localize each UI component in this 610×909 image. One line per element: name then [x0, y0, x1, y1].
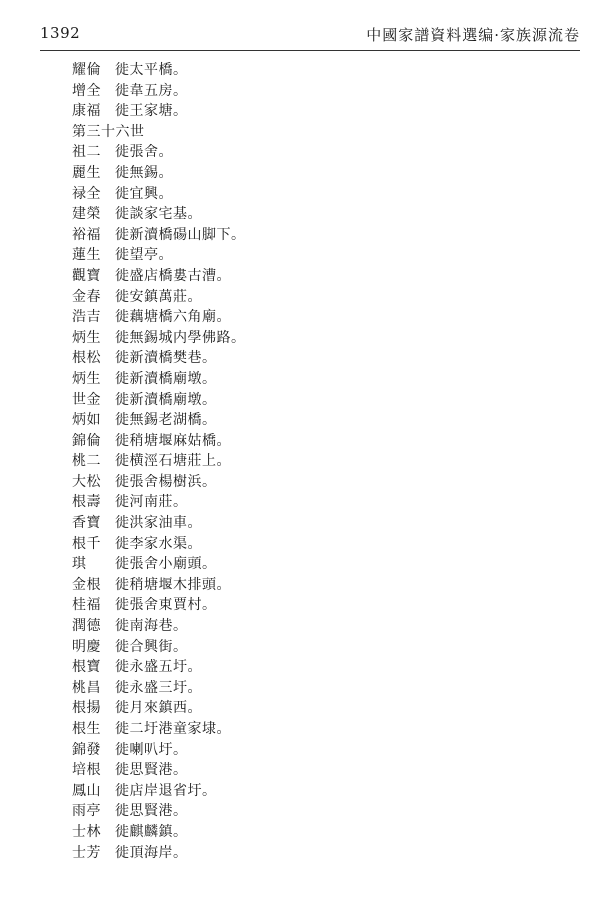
list-item: [72, 307, 552, 328]
person-name: 根壽: [72, 494, 101, 511]
person-name: 大松: [72, 473, 101, 490]
migration-destination: 徙新瀆橋樊巷。: [115, 350, 217, 367]
migration-destination: 徙永盛五圩。: [115, 659, 202, 676]
list-item: [72, 390, 552, 411]
list-item: [72, 513, 552, 534]
migration-destination: 徙稍塘堰木排頭。: [115, 576, 231, 593]
migration-destination: 徙横涇石塘莊上。: [115, 453, 231, 470]
generation-heading: 第三十六世: [72, 123, 145, 140]
person-name: 炳生: [72, 370, 101, 387]
person-name: 根松: [72, 350, 101, 367]
migration-destination: 徙韋五房。: [115, 82, 188, 99]
person-name: 桃二: [72, 453, 101, 470]
migration-destination: 徙新瀆橋廟墩。: [115, 391, 217, 408]
migration-destination: 徙新瀆橋碭山脚下。: [115, 226, 246, 243]
list-item: [72, 431, 552, 452]
person-name: 炳生: [72, 329, 101, 346]
person-name: 祖二: [72, 144, 101, 161]
list-item: [72, 657, 552, 678]
migration-destination: 徙合興街。: [115, 638, 188, 655]
list-item: [72, 534, 552, 555]
migration-destination: 徙頂海岸。: [115, 844, 188, 861]
person-name: 浩吉: [72, 309, 101, 326]
migration-destination: 徙盛店橋婁古漕。: [115, 267, 231, 284]
person-name: 香寶: [72, 515, 101, 532]
list-item: [72, 554, 552, 575]
migration-destination: 徙思賢港。: [115, 803, 188, 820]
person-name: 桃昌: [72, 679, 101, 696]
list-item: [72, 678, 552, 699]
migration-destination: 徙太平橋。: [115, 62, 188, 78]
list-item: [72, 472, 552, 493]
person-name: 金根: [72, 576, 101, 593]
list-item: [72, 575, 552, 596]
migration-destination: 徙無錫城内學佛路。: [115, 329, 246, 346]
migration-destination: 徙月來鎮西。: [115, 700, 202, 717]
page-header: [40, 22, 580, 51]
person-name: 士林: [72, 823, 101, 840]
person-name: 禄全: [72, 185, 101, 202]
person-name: 桂福: [72, 597, 101, 614]
person-name: 潤德: [72, 618, 101, 635]
list-item: [72, 328, 552, 349]
list-item: [72, 245, 552, 266]
migration-destination: 徙南海巷。: [115, 618, 188, 635]
list-item: [72, 451, 552, 472]
migration-destination: 徙河南莊。: [115, 494, 188, 511]
page-number: 1392: [40, 24, 81, 42]
migration-destination: 徙喇叭圩。: [115, 741, 188, 758]
person-name: 耀倫: [72, 62, 101, 78]
list-item: [72, 740, 552, 761]
person-name: 琪: [72, 556, 87, 573]
person-name: 炳如: [72, 412, 101, 429]
list-item: [72, 698, 552, 719]
person-name: 錦發: [72, 741, 101, 758]
person-name: 麗生: [72, 164, 101, 181]
person-name: 明慶: [72, 638, 101, 655]
migration-destination: 徙宜興。: [115, 185, 173, 202]
migration-destination: 徙張舍。: [115, 144, 173, 161]
list-item: [72, 492, 552, 513]
migration-destination: 徙麒麟鎮。: [115, 823, 188, 840]
list-item: [72, 822, 552, 843]
migration-destination: 徙安鎮萬莊。: [115, 288, 202, 305]
migration-destination: 徙張舍東賈村。: [115, 597, 217, 614]
list-item: [72, 801, 552, 822]
person-name: 士芳: [72, 844, 101, 861]
migration-destination: 徙新瀆橋廟墩。: [115, 370, 217, 387]
list-item: [72, 348, 552, 369]
migration-destination: 徙洪家油車。: [115, 515, 202, 532]
list-item: [72, 101, 552, 122]
list-item: [72, 184, 552, 205]
person-name: 建榮: [72, 206, 101, 223]
person-name: 增全: [72, 82, 101, 99]
migration-destination: 徙二圩港童家埭。: [115, 721, 231, 737]
person-name: 根千: [72, 535, 101, 552]
list-item: [72, 369, 552, 390]
person-name: 根揚: [72, 700, 101, 717]
person-name: 錦倫: [72, 432, 101, 449]
migration-destination: 徙稍塘堰麻姑橋。: [115, 432, 231, 449]
migration-destination: 徙永盛三圩。: [115, 679, 202, 696]
list-item: [72, 843, 552, 864]
list-item: [72, 225, 552, 246]
migration-destination: 徙店岸退省圩。: [115, 782, 217, 799]
list-item: [72, 637, 552, 658]
list-item: [72, 60, 552, 81]
person-name: 鳳山: [72, 782, 101, 799]
person-name: 裕福: [72, 226, 101, 243]
list-item: [72, 81, 552, 102]
genealogy-entry-list: [72, 60, 552, 863]
list-item: [72, 616, 552, 637]
list-item: [72, 163, 552, 184]
migration-destination: 徙張舍楊樹浜。: [115, 473, 217, 490]
person-name: 蓮生: [72, 247, 101, 264]
list-item: [72, 266, 552, 287]
list-item: [72, 204, 552, 225]
migration-destination: 徙李家水渠。: [115, 535, 202, 552]
migration-destination: 徙無錫老湖橋。: [115, 412, 217, 429]
running-title: 中國家譜資料選编·家族源流卷: [366, 26, 580, 44]
migration-destination: 徙無錫。: [115, 164, 173, 181]
migration-destination: 徙談家宅基。: [115, 206, 202, 223]
migration-destination: 徙藕塘橋六角廟。: [115, 309, 231, 326]
person-name: 觀寶: [72, 267, 101, 284]
migration-destination: 徙王家塘。: [115, 103, 188, 120]
list-item: [72, 142, 552, 163]
migration-destination: 徙望亭。: [115, 247, 173, 264]
migration-destination: 徙張舍小廟頭。: [115, 556, 217, 573]
list-item: [72, 287, 552, 308]
person-name: 康福: [72, 103, 101, 120]
list-item: [72, 410, 552, 431]
person-name: 雨亭: [72, 803, 101, 820]
list-item: [72, 719, 552, 740]
migration-destination: 徙思賢港。: [115, 762, 188, 779]
person-name: 根寶: [72, 659, 101, 676]
list-item: [72, 595, 552, 616]
list-item: [72, 781, 552, 802]
list-item: [72, 760, 552, 781]
person-name: 根生: [72, 721, 101, 737]
person-name: 金春: [72, 288, 101, 305]
person-name: 世金: [72, 391, 101, 408]
person-name: 培根: [72, 762, 101, 779]
